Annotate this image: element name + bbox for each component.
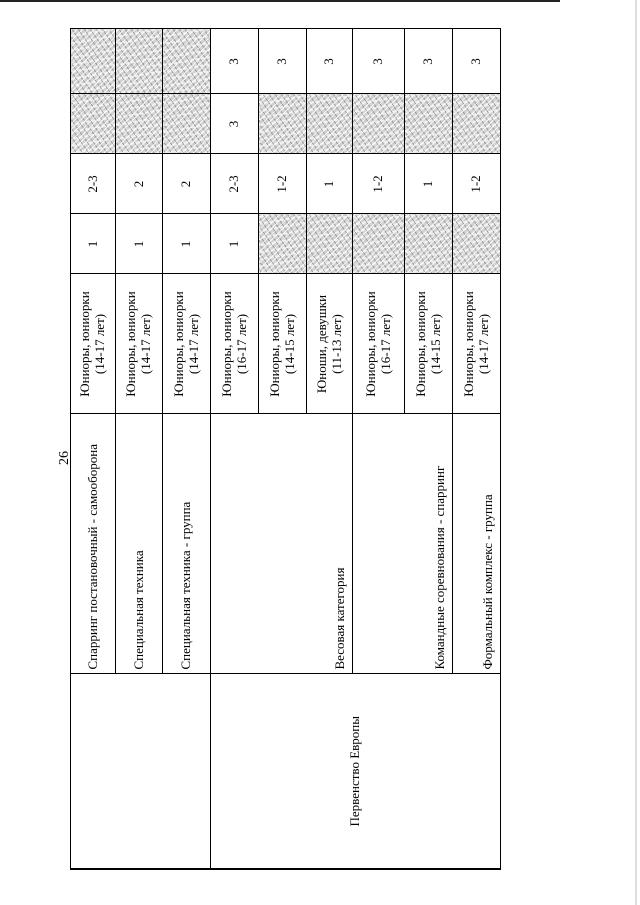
empty-competition-cell	[71, 674, 211, 869]
group-line-1: Юниоры, юниорки	[412, 291, 428, 397]
page-top-edge	[0, 0, 560, 2]
value-cell-4: 3	[259, 29, 307, 94]
group-line-2: (14-17 лет)	[185, 313, 201, 375]
value-cell-2: 2-3	[211, 154, 259, 214]
hatched-cell	[453, 214, 501, 274]
rotated-table-container	[70, 30, 500, 870]
group-cell	[353, 274, 405, 414]
group-line-2: (11-13 лет)	[328, 314, 344, 374]
event-cell: Специальная техника - группа	[163, 414, 211, 674]
value-cell-2: 1	[307, 154, 353, 214]
competition-cell: Первенство Европы	[211, 674, 501, 869]
value-cell-2: 2-3	[71, 154, 116, 214]
group-line-1: Юниоры, юниорки	[266, 291, 282, 397]
value-cell-4: 3	[405, 29, 453, 94]
value-cell-2: 1-2	[353, 154, 405, 214]
table-row	[211, 29, 259, 869]
group-line-2: (16-17 лет)	[377, 313, 393, 375]
value-cell-2: 2	[163, 154, 211, 214]
value-cell-2: 1	[405, 154, 453, 214]
group-cell	[307, 274, 353, 414]
group-cell	[259, 274, 307, 414]
value-cell-2: 2	[116, 154, 163, 214]
value-cell-4: 3	[307, 29, 353, 94]
group-line-1: Юноши, девушки	[313, 294, 329, 394]
value-cell-1: 1	[116, 214, 163, 274]
group-line-1: Юниоры, юниорки	[362, 291, 378, 397]
value-cell-2: 1-2	[259, 154, 307, 214]
hatched-cell	[307, 94, 353, 154]
group-line-2: (14-17 лет)	[92, 313, 107, 375]
hatched-cell	[353, 94, 405, 154]
group-line-1: Юниоры, юниорки	[218, 291, 234, 397]
hatched-cell	[71, 94, 116, 154]
group-line-2: (14-15 лет)	[427, 313, 443, 375]
value-cell-4: 3	[453, 29, 501, 94]
value-cell-2: 1-2	[453, 154, 501, 214]
group-cell	[71, 274, 116, 414]
results-table	[70, 29, 501, 871]
hatched-cell	[405, 214, 453, 274]
value-cell-1: 1	[211, 214, 259, 274]
group-line-2: (14-17 лет)	[475, 313, 491, 375]
group-line-1: Юниоры, юниорки	[170, 291, 186, 397]
value-cell-1: 1	[71, 214, 116, 274]
value-cell-4: 3	[353, 29, 405, 94]
group-line-1: Юниоры, юниорки	[460, 291, 476, 397]
group-cell	[453, 274, 501, 414]
page-number: 26	[57, 451, 72, 465]
hatched-cell	[307, 214, 353, 274]
event-cell: Спарринг постановочный - самооборона	[71, 414, 116, 674]
group-line-2: (14-15 лет)	[281, 313, 297, 375]
group-line-2: (16-17 лет)	[233, 313, 249, 375]
hatched-cell	[353, 214, 405, 274]
hatched-cell	[453, 94, 501, 154]
group-line-1: Юниоры, юниорки	[123, 291, 139, 397]
event-cell: Специальная техника	[116, 414, 163, 674]
event-cell: Формальный комплекс - группа	[453, 414, 501, 674]
group-cell	[405, 274, 453, 414]
table-row	[71, 29, 116, 869]
hatched-cell	[405, 94, 453, 154]
value-cell-4: 3	[211, 29, 259, 94]
value-cell-1: 1	[163, 214, 211, 274]
hatched-cell	[259, 214, 307, 274]
group-cell	[163, 274, 211, 414]
value-cell-3: 3	[211, 94, 259, 154]
group-cell	[211, 274, 259, 414]
hatched-cell	[259, 94, 307, 154]
hatched-cell	[116, 94, 163, 154]
group-cell	[116, 274, 163, 414]
event-cell: Командные соревнования - спарринг	[353, 414, 453, 674]
group-line-1: Юниоры, юниорки	[77, 291, 93, 397]
event-cell: Весовая категория	[211, 414, 353, 674]
page-right-edge	[635, 0, 637, 905]
hatched-cell	[163, 94, 211, 154]
group-line-2: (14-17 лет)	[138, 313, 153, 375]
hatched-cell	[71, 29, 116, 94]
hatched-cell	[163, 29, 211, 94]
hatched-cell	[116, 29, 163, 94]
